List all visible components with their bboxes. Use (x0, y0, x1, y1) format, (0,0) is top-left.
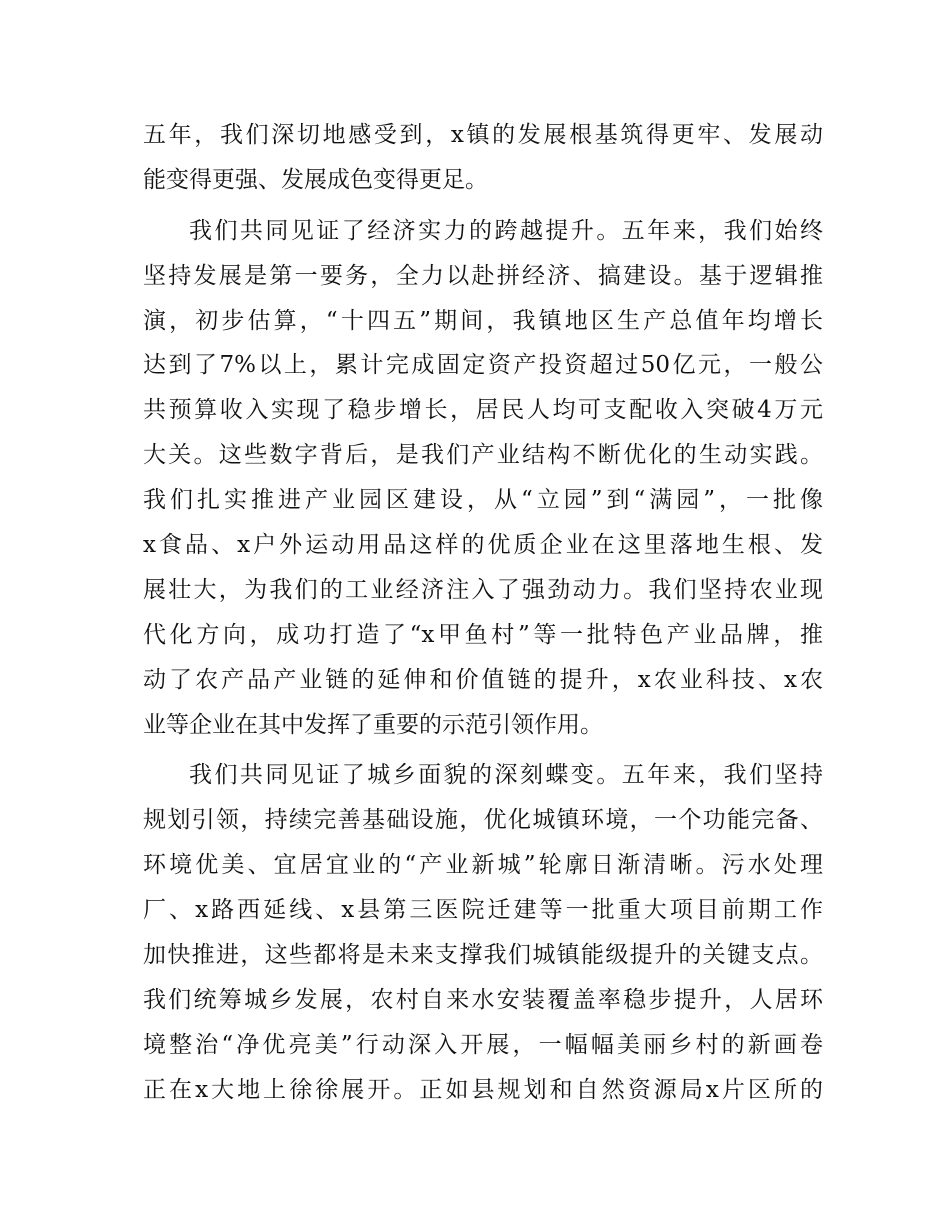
text-line: 达到了7%以上，累计完成固定资产投资超过50亿元，一般公 (143, 352, 823, 379)
paragraph-1 (143, 113, 823, 203)
text-line: 大关。这些数字背后，是我们产业结构不断优化的生动实践。 (143, 442, 823, 469)
text-line: 规划引领，持续完善基础设施，优化城镇环境，一个功能完备、 (143, 807, 823, 834)
text-line: 我们共同见证了经济实力的跨越提升。五年来，我们始终 (189, 217, 823, 244)
text-line: 境整治“净优亮美”行动深入开展，一幅幅美丽乡村的新画卷 (143, 1031, 823, 1058)
text-line: x食品、x户外运动用品这样的优质企业在这里落地生根、发 (143, 532, 823, 559)
text-line: 业等企业在其中发挥了重要的示范引领作用。 (143, 711, 603, 738)
text-line: 坚持发展是第一要务，全力以赴拼经济、搞建设。基于逻辑推 (143, 262, 823, 289)
text-line: 共预算收入实现了稳步增长，居民人均可支配收入突破4万元 (143, 397, 823, 424)
text-line: 环境优美、宜居宜业的“产业新城”轮廓日渐清晰。污水处理 (143, 852, 823, 879)
text-line: 代化方向，成功打造了“x甲鱼村”等一批特色产业品牌，推 (143, 621, 823, 648)
body-text (143, 113, 823, 1119)
text-line: 我们统筹城乡发展，农村自来水安装覆盖率稳步提升，人居环 (143, 986, 823, 1013)
paragraph-2 (143, 209, 823, 748)
text-line: 厂、x路西延线、x县第三医院迁建等一批重大项目前期工作 (143, 897, 823, 924)
text-line: 五年，我们深切地感受到，x镇的发展根基筑得更牢、发展动 (143, 122, 823, 148)
text-line: 我们共同见证了城乡面貌的深刻蝶变。五年来，我们坚持 (189, 762, 823, 789)
text-line: 正在x大地上徐徐展开。正如县规划和自然资源局x片区所的 (143, 1076, 823, 1103)
text-line: 动了农产品产业链的延伸和价值链的提升，x农业科技、x农 (143, 666, 823, 693)
text-line: 展壮大，为我们的工业经济注入了强劲动力。我们坚持农业现 (143, 576, 823, 603)
text-line: 演，初步估算，“十四五”期间，我镇地区生产总值年均增长 (143, 307, 823, 334)
paragraph-3 (143, 753, 823, 1112)
text-line: 加快推进，这些都将是未来支撑我们城镇能级提升的关键支点。 (143, 942, 823, 969)
text-line: 我们扎实推进产业园区建设，从“立园”到“满园”，一批像 (143, 487, 823, 514)
text-line: 能变得更强、发展成色变得更足。 (143, 166, 488, 193)
